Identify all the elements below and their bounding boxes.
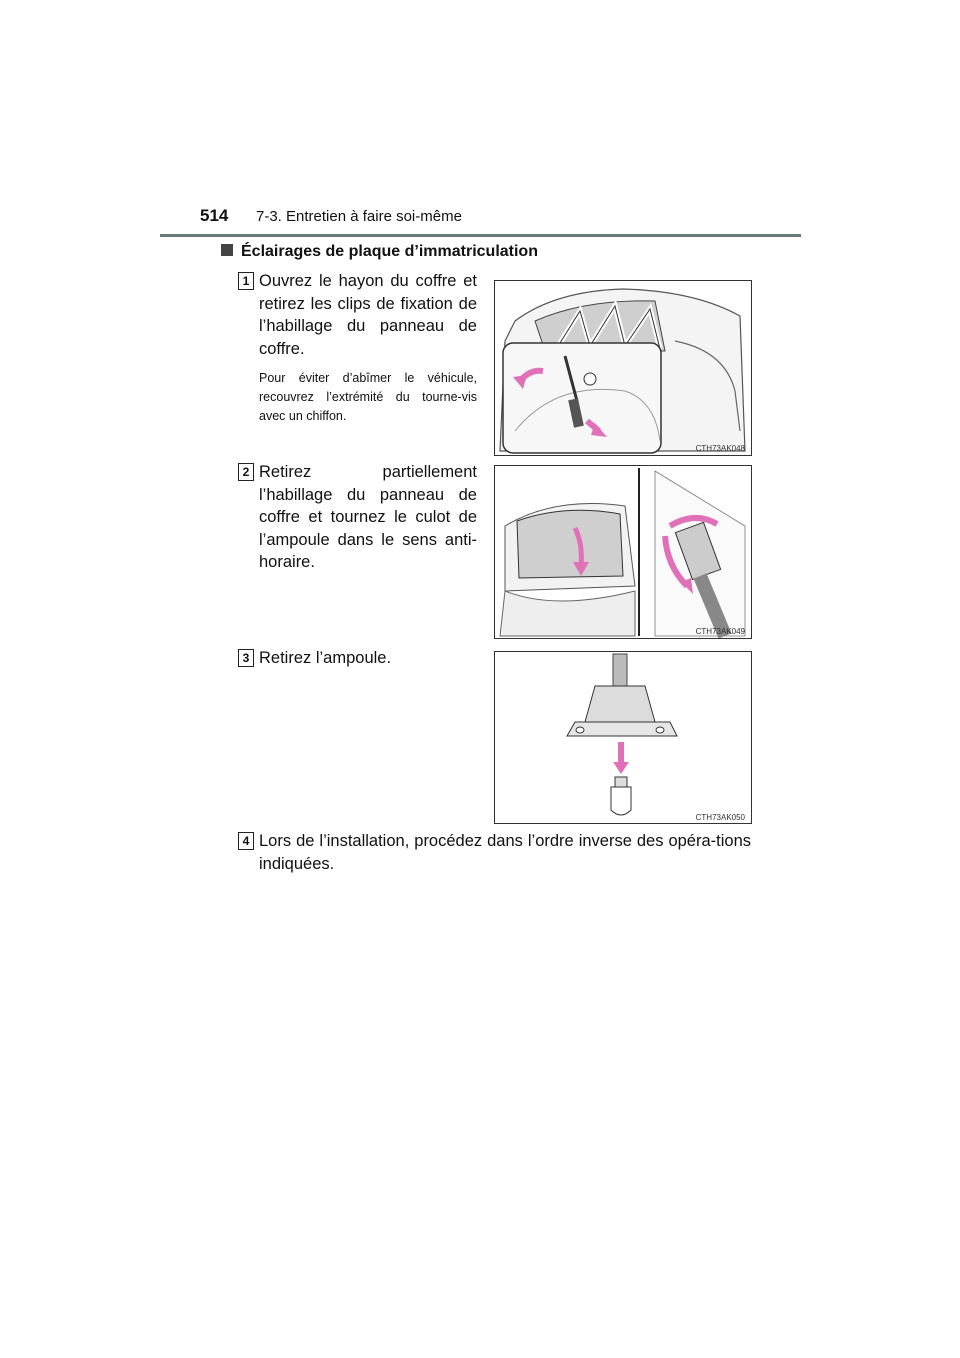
section-title: 7-3. Entretien à faire soi-même — [256, 208, 462, 225]
figure-3-code: CTH73AK050 — [695, 813, 745, 822]
header-rule — [160, 234, 801, 237]
step-3-text: Retirez l’ampoule. — [259, 649, 392, 667]
figure-2-code: CTH73AK049 — [695, 627, 745, 636]
step-2-number: 2 — [238, 463, 254, 481]
page-number: 514 — [200, 206, 229, 225]
step-1-text: Ouvrez le hayon du coffre et retirez les clips de fixation de l’habillage du panneau de coffre. — [259, 272, 477, 358]
page-header — [200, 206, 800, 234]
figure-trunk-clips — [494, 280, 752, 456]
step-4-text: Lors de l’installation, procédez dans l’ordre inverse des opéra-tions indiquées. — [259, 832, 751, 873]
subheading-text: Éclairages de plaque d’immatriculation — [241, 243, 538, 260]
figure-bulb-removal — [494, 651, 752, 824]
subheading — [221, 243, 538, 261]
step-1-number: 1 — [238, 272, 254, 290]
step-3-number: 3 — [238, 649, 254, 667]
figure-1-code: CTH73AK048 — [695, 444, 745, 453]
figure-bulb-socket — [494, 465, 752, 639]
step-1-note: Pour éviter d’abîmer le véhicule, recouvrez l’extrémité du tourne-vis avec un chiffon. — [259, 371, 477, 423]
step-2-text: Retirez partiellement l’habillage du panneau de coffre et tournez le culot de l’ampoule dans le sens anti-horaire. — [259, 463, 477, 571]
bullet-square-icon — [221, 244, 233, 256]
step-4-number: 4 — [238, 832, 254, 850]
